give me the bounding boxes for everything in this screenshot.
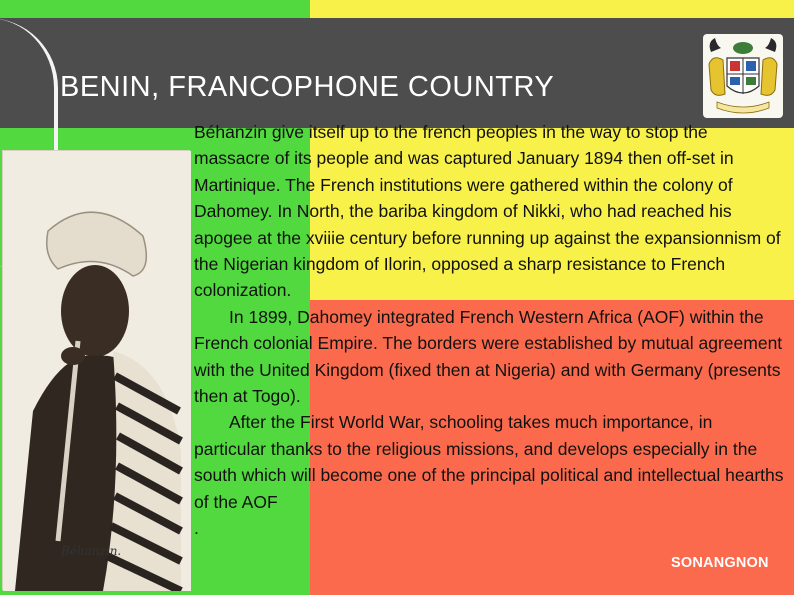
signature-label: SONANGNON xyxy=(671,555,769,571)
title-banner xyxy=(0,18,794,128)
behanzin-portrait xyxy=(2,150,190,590)
paragraph-2: In 1899, Dahomey integrated French Western Africa (AOF) within the French colonial Empire. The borders were established by mutual agreement with the United Kingdom (fixed then at Nigeria) and with Germany (presents then at Togo). xyxy=(194,306,783,407)
portrait-caption: Béhanzin. xyxy=(61,544,122,558)
trailing-mark: . xyxy=(194,518,199,539)
paragraph-1: Béhanzin give itself up to the french peoples in the way to stop the massacre of its people and was captured January 1894 then off-set in Martinique. The French institutions were gathered within the colony of Dahomey. In North, the bariba kingdom of Nikki, who had reached his apogee at the xviiie century before running up against the expansionnism of the Nigerian kingdom of Ilorin, opposed a sharp resistance to French colonization. xyxy=(194,122,781,301)
coat-of-arms-icon xyxy=(703,34,783,118)
slide-title: BENIN, FRANCOPHONE COUNTRY xyxy=(60,71,555,103)
slide-body xyxy=(194,119,784,542)
paragraph-3: After the First World War, schooling takes much importance, in particular thanks to the religious missions, and develops especially in the south which will become one of the principal political and intellectual hearths of the AOF xyxy=(194,412,784,512)
